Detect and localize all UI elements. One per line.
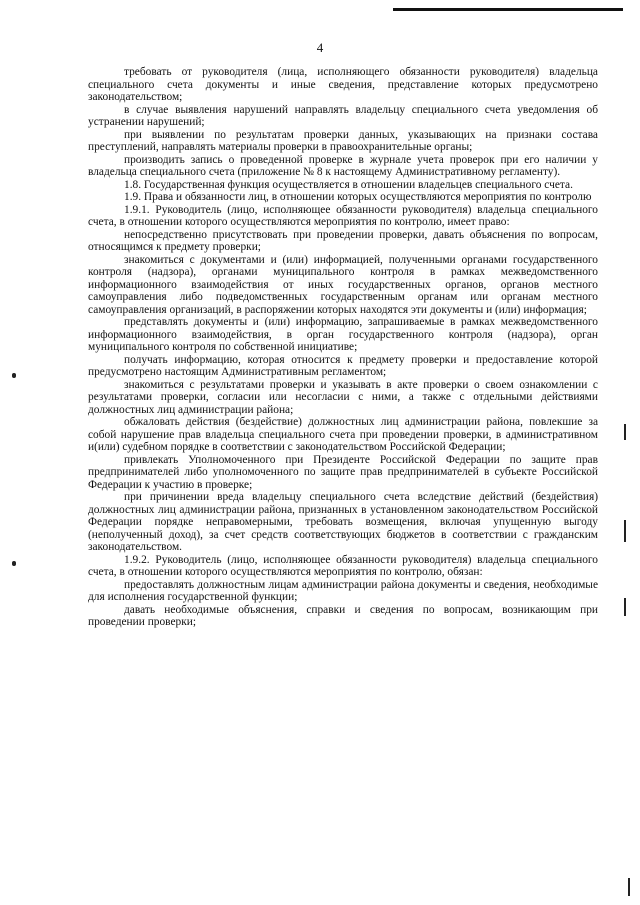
paragraph-8: непосредственно присутствовать при проведении проверки, давать объяснения по вопросам, относящимся к предмету проверки; xyxy=(88,228,598,253)
paragraph-10: представлять документы и (или) информацию, запрашиваемые в рамках межведомственного информационного взаимодействия, в орган государственного контроля (надзора), орган муниципального контроля по собственной инициативе; xyxy=(88,316,598,353)
paragraph-5: 1.8. Государственная функция осуществляется в отношении владельцев специального счета. xyxy=(124,178,573,191)
scan-top-line xyxy=(393,8,623,11)
paragraph-17: предоставлять должностным лицам администрации района документы и сведения, необходимые для исполнения государственной функции; xyxy=(88,578,598,603)
scan-margin-line-1 xyxy=(624,424,626,440)
paragraph-6: 1.9. Права и обязанности лиц, в отношении которых осуществляются мероприятия по контролю xyxy=(124,191,592,203)
scan-margin-line-3 xyxy=(624,598,626,616)
paragraph-1: требовать от руководителя (лица, исполняющего обязанности руководителя) владельца специального счета документы и иные сведения, представление которых предусмотрено законодательством; xyxy=(88,66,598,103)
paragraph-15: при причинении вреда владельцу специального счета вследствие действий (бездействия) должностных лиц администрации района, признанных в установленном законодательством Российской Федерации порядке неправомерными, требовать возмещения, включая упущенную выгоду (неполученный доход), за счет средств соответствующих бюджетов в соответствии с гражданским законодательством. xyxy=(88,491,598,553)
paragraph-2: в случае выявления нарушений направлять владельцу специального счета уведомления об устранении нарушений; xyxy=(88,103,598,128)
paragraph-14: привлекать Уполномоченного при Президенте Российской Федерации по защите прав предпринимателей либо уполномоченного по защите прав предпринимателей в субъекте Российской Федерации к участию в проверке; xyxy=(88,453,598,491)
paragraph-7: 1.9.1. Руководитель (лицо, исполняющее обязанности руководителя) владельца специального счета, в отношении которого осуществляются мероприятия по контролю, имеет право: xyxy=(88,203,598,228)
scan-margin-line-4 xyxy=(628,878,630,896)
paragraph-16: 1.9.2. Руководитель (лицо, исполняющее обязанности руководителя) владельца специального счета, в отношении которого осуществляются мероприятия по контролю, обязан: xyxy=(88,553,598,578)
scan-speck-1 xyxy=(12,373,16,378)
scan-speck-2 xyxy=(12,561,16,566)
page-number: 4 xyxy=(316,40,324,55)
paragraph-11: получать информацию, которая относится к предмету проверки и предоставление которой предусмотрено настоящим Административным регламентом; xyxy=(88,353,598,378)
document-body xyxy=(88,66,598,629)
paragraph-9: знакомиться с документами и (или) информацией, полученными органами государственного контроля (надзора), органами муниципального контроля в рамках межведомственного информационного взаимодействия от иных государственных органов, органов местного самоуправления либо подведомственных государственным органам или органам местного самоуправления организаций, в распоряжении которых находятся эти документы и (или) информация; xyxy=(88,253,598,316)
paragraph-3: при выявлении по результатам проверки данных, указывающих на признаки состава преступлений, направлять материалы проверки в правоохранительные органы; xyxy=(88,128,598,153)
paragraph-12: знакомиться с результатами проверки и указывать в акте проверки о своем ознакомлении с результатами проверки, согласии или несогласии с ними, а также с отдельными действиями должностных лиц администрации района; xyxy=(88,378,598,416)
scan-margin-line-2 xyxy=(624,520,626,542)
paragraph-18: давать необходимые объяснения, справки и сведения по вопросам, возникающим при проведении проверки; xyxy=(88,603,598,628)
paragraph-13: обжаловать действия (бездействие) должностных лиц администрации района, повлекшие за собой нарушение прав владельца специального счета при проведении проверки, в административном и(или) судебном порядке в соответствии с законодательством Российской Федерации; xyxy=(88,416,598,453)
paragraph-4: производить запись о проведенной проверке в журнале учета проверок при его наличии у владельца специального счета (приложение № 8 к настоящему Административному регламенту). xyxy=(88,153,598,178)
